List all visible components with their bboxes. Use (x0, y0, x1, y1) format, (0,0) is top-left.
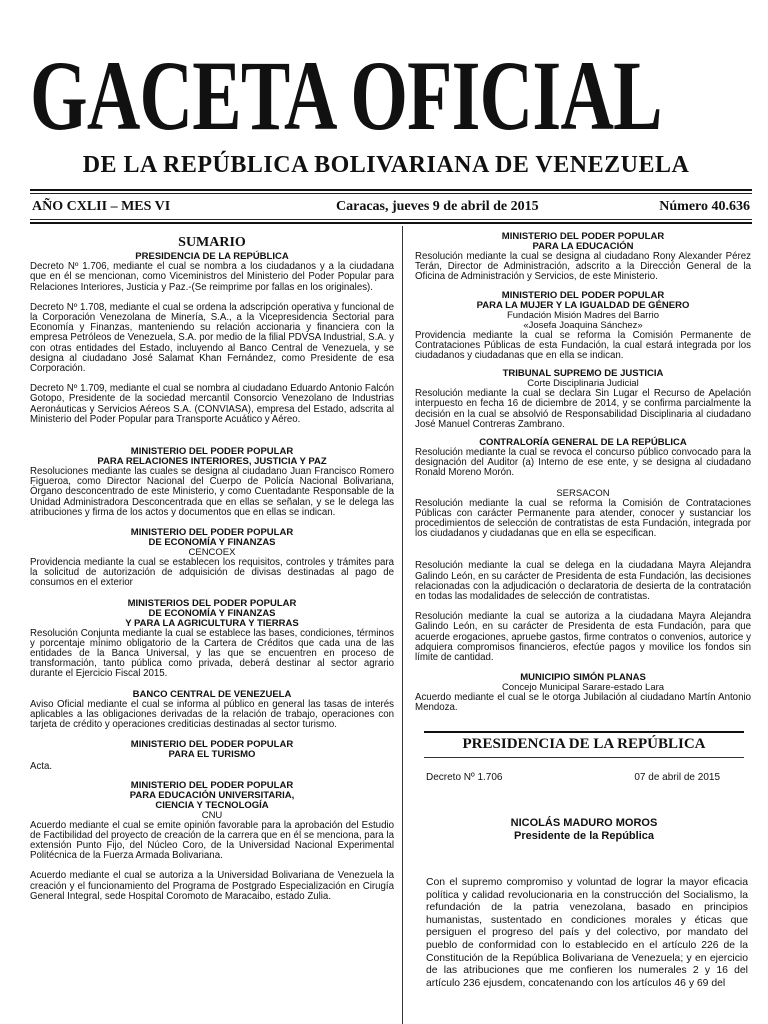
summary-entry: Acuerdo mediante el cual se autoriza a la Universidad Bolivariana de Venezuela la creación y el funcionamiento del Programa de Postgrado Especialización en Cirugía General Integral, sede Hospital Coromoto de Maracaibo, estado Zulia. (30, 870, 394, 902)
section-heading: CONTRALORÍA GENERAL DE LA REPÚBLICA (479, 437, 687, 449)
sumario-column (30, 228, 394, 902)
section-heading: DE ECONOMÍA Y FINANZAS (148, 607, 276, 619)
header-rule-bottom-thick (30, 222, 752, 224)
presidencia-header: PRESIDENCIA DE LA REPÚBLICA (424, 731, 744, 758)
summary-entry: Decreto Nº 1.708, mediante el cual se ordena la adscripción operativa y funcional de la Corporación Venezolana de Minería, S.A., a la Vicepresidencia Sectorial para Economía y Finanzas, manteniendo su relación accionaria y financiera con la empresa Petróleos de Venezuela, S.A. por medio de la filial PDVSA Industrial, S.A. y con otras entidades del Estado, incluyendo al Banco Central de Venezuela, y se designa al ciudadano José Salamat Khan Fernández, como Presidente de esa Corporación. (30, 301, 394, 375)
summary-entry: Resolución mediante la cual se declara Sin Lugar el Recurso de Apelación interpuesto en fecha 16 de diciembre de 2014, y se confirma parcialmente la decisión en la cual se absolvió de Responsabilidad Disciplinaria al ciudadano José Manuel Contreras Zambrano. (415, 388, 751, 430)
summary-entry: Resolución Conjunta mediante la cual se establece las bases, condiciones, términos y porcentaje mínimo obligatorio de la Cartera de Créditos que cada una de las entidades de la Banca Universal, y las que se encuentren en proceso de transformación, tanto pública como privada, deberá destinar al sector agrario durante el Ejercicio Fiscal 2015. (30, 627, 394, 680)
section-heading: PARA EDUCACIÓN UNIVERSITARIA, (129, 789, 295, 801)
header-rule-top-thin (30, 193, 752, 194)
summary-entry: Providencia mediante la cual se establecen los requisitos, controles y trámites para la solicitud de autorización de adquisición de divisas destinadas al pago de consumos en el exterior (30, 557, 394, 589)
issue-number: Número 40.636 (659, 199, 750, 214)
summary-entry: Resolución mediante la cual se reforma la Comisión de Contrataciones Públicas con carácter Permanente para atender, conocer y sustanciar los procedimientos de selección de contratistas de esta Fundación, integrada por los ciudadanos y ciudadanas que en ella se especifican. (415, 497, 751, 540)
section-heading: MINISTERIO DEL PODER POPULAR (130, 446, 294, 458)
section-heading: BANCO CENTRAL DE VENEZUELA (132, 688, 292, 700)
summary-entry: Aviso Oficial mediante el cual se informa al público en general las tasas de interés aplicables a las obligaciones derivadas de la relación de trabajo, operaciones con tarjeta de crédito y operaciones crediticias destinadas al sector turismo. (30, 698, 394, 731)
section-heading: MINISTERIOS DEL PODER POPULAR (127, 597, 297, 609)
header-rule-bottom (30, 219, 752, 220)
summary-entry: Acta. (30, 761, 53, 773)
summary-entry: Resolución mediante la cual se autoriza a la ciudadana Mayra Alejandra Galindo León, en su carácter de Presidenta de esta Fundación, para que acuerde erogaciones, apruebe gastos, firme contratos o convenios, autorice y adquiera compromisos financieros, efectúe pagos y movilice los fondos sin límite de cantidad. (415, 611, 751, 664)
decree-body: Con el supremo compromiso y voluntad de lograr la mayor eficacia política y calidad revolucionaria en la construcción del Socialismo, la refundación de la patria venezolana, basado en principios humanistas, sustentado en condiciones morales y éticas que persiguen el progreso del país y del colectivo, por mandato del pueblo de conformidad con lo establecido en el artículo 226 de la Constitución de la República Bolivariana de Venezuela; y en ejercicio de las atribuciones que me confieren los numerales 2 y 16 del artículo 236 ejusdem, concatenando con los artículos 46 y 69 del (426, 877, 748, 989)
issue-bar (30, 199, 752, 217)
section-heading: PARA LA EDUCACIÓN (532, 241, 634, 252)
section-subheading: Fundación Misión Madres del Barrio (506, 309, 660, 321)
decree-date: 07 de abril de 2015 (634, 772, 720, 783)
section-heading: TRIBUNAL SUPREMO DE JUSTICIA (502, 368, 664, 380)
section-heading: PARA LA MUJER Y LA IGUALDAD DE GÉNERO (476, 299, 690, 311)
summary-entry: Resoluciones mediante las cuales se designa al ciudadano Juan Francisco Romero Figueroa, como Director Nacional del Cuerpo de Policía Nacional Bolivariana, Órgano desconcentrado de este Ministerio, y como Cuentadante Responsable de la Unidad Administradora Desconcentrada que en ellas se señalan, y se le delega las atribuciones y firma de los actos y documentos que en ellas se indican. (30, 466, 394, 518)
section-heading: PRESIDENCIA DE LA REPÚBLICA (135, 251, 289, 263)
section-heading: MINISTERIO DEL PODER POPULAR (130, 739, 294, 751)
masthead-subtitle: DE LA REPÚBLICA BOLIVARIANA DE VENEZUELA (82, 152, 690, 178)
section-heading: MINISTERIO DEL PODER POPULAR (130, 527, 294, 539)
section-subheading: SERSACON (556, 487, 610, 499)
masthead (30, 42, 750, 154)
signer-title: Presidente de la República (514, 830, 654, 842)
masthead-title: GACETA OFICIAL (30, 42, 662, 151)
summary-entry: Decreto Nº 1.706, mediante el cual se nombra a los ciudadanos y a la ciudadana que en él se mencionan, como Viceministros del Ministerio del Poder Popular para Relaciones Interiores, Justicia y Paz.-(Se reimprime por fallas en los originales). (30, 261, 394, 293)
section-heading: MINISTERIO DEL PODER POPULAR (501, 289, 665, 301)
section-heading: CIENCIA Y TECNOLOGÍA (155, 799, 269, 811)
section-heading: PARA RELACIONES INTERIORES, JUSTICIA Y PAZ (97, 456, 327, 468)
summary-entry: Resolución mediante la cual se designa al ciudadano Rony Alexander Pérez Terán, Director de Administración, adscrito a la Dirección General de la Oficina de Administración y Servicios, de este Ministerio. (415, 251, 751, 283)
column-divider (402, 226, 403, 1024)
section-heading: DE ECONOMÍA Y FINANZAS (148, 537, 276, 549)
section-heading: MUNICIPIO SIMÓN PLANAS (520, 672, 646, 684)
sumario-title: SUMARIO (178, 235, 246, 250)
section-subheading: Corte Disciplinaria Judicial (527, 378, 639, 390)
section-subheading: CNU (201, 809, 223, 821)
summary-entry: Decreto Nº 1.709, mediante el cual se nombra al ciudadano Eduardo Antonio Falcón Gotopo, Presidente de la sociedad mercantil Consorcio Venezolano de Industrias Aeronáuticas y Servicios Aéreos S.A. (CONVIASA), empresa del Estado, adscrita al Ministerio del Poder Popular para Transporte Acuático y Aéreo. (30, 383, 394, 425)
summary-entry: Acuerdo mediante el cual se emite opinión favorable para la aprobación del Estudio de Factibilidad del proyecto de creación de la carrera que en él se menciona, para la extensión Punto Fijo, del Núcleo Coro, de la Universidad Nacional Experimental Politécnica de la Fuerza Armada Bolivariana. (30, 819, 394, 862)
summary-entry: Acuerdo mediante el cual se le otorga Jubilación al ciudadano Martín Antonio Mendoza. (415, 692, 751, 714)
section-heading: MINISTERIO DEL PODER POPULAR (130, 779, 294, 791)
section-heading: MINISTERIO DEL PODER POPULAR (501, 231, 665, 242)
signer-name: NICOLÁS MADURO MOROS (510, 817, 658, 829)
decree-number: Decreto Nº 1.706 (426, 772, 503, 783)
summary-entry: Providencia mediante la cual se reforma la Comisión Permanente de Contrataciones Públicas de esta Fundación, la cual estará integrada por los ciudadanos y ciudadanas que en ella se indican. (415, 329, 751, 362)
summary-column-right (415, 228, 751, 714)
section-heading: Y PARA LA AGRICULTURA Y TIERRAS (125, 617, 299, 629)
signer-block (424, 817, 744, 843)
issue-place-date: Caracas, jueves 9 de abril de 2015 (336, 199, 539, 214)
section-heading: PARA EL TURISMO (168, 749, 256, 761)
summary-entry: Resolución mediante la cual se delega en la ciudadana Mayra Alejandra Galindo León, en su carácter de Presidenta de esta Fundación, las decisiones relacionadas con la adjudicación o declaratoria de desierta de la contratación en todas las modalidades de selección de contratistas. (415, 560, 751, 603)
section-subheading: «Josefa Joaquina Sánchez» (523, 319, 643, 331)
summary-entry: Resolución mediante la cual se revoca el concurso público convocado para la designación del Auditor (a) Interno de ese ente, y se designa al ciudadano Ronald Moreno Morón. (415, 447, 751, 479)
section-subheading: Concejo Municipal Sarare-estado Lara (501, 682, 665, 694)
section-subheading: CENCOEX (188, 547, 236, 559)
header-rule-top (30, 189, 752, 191)
issue-year-month: AÑO CXLII – MES VI (32, 199, 171, 214)
